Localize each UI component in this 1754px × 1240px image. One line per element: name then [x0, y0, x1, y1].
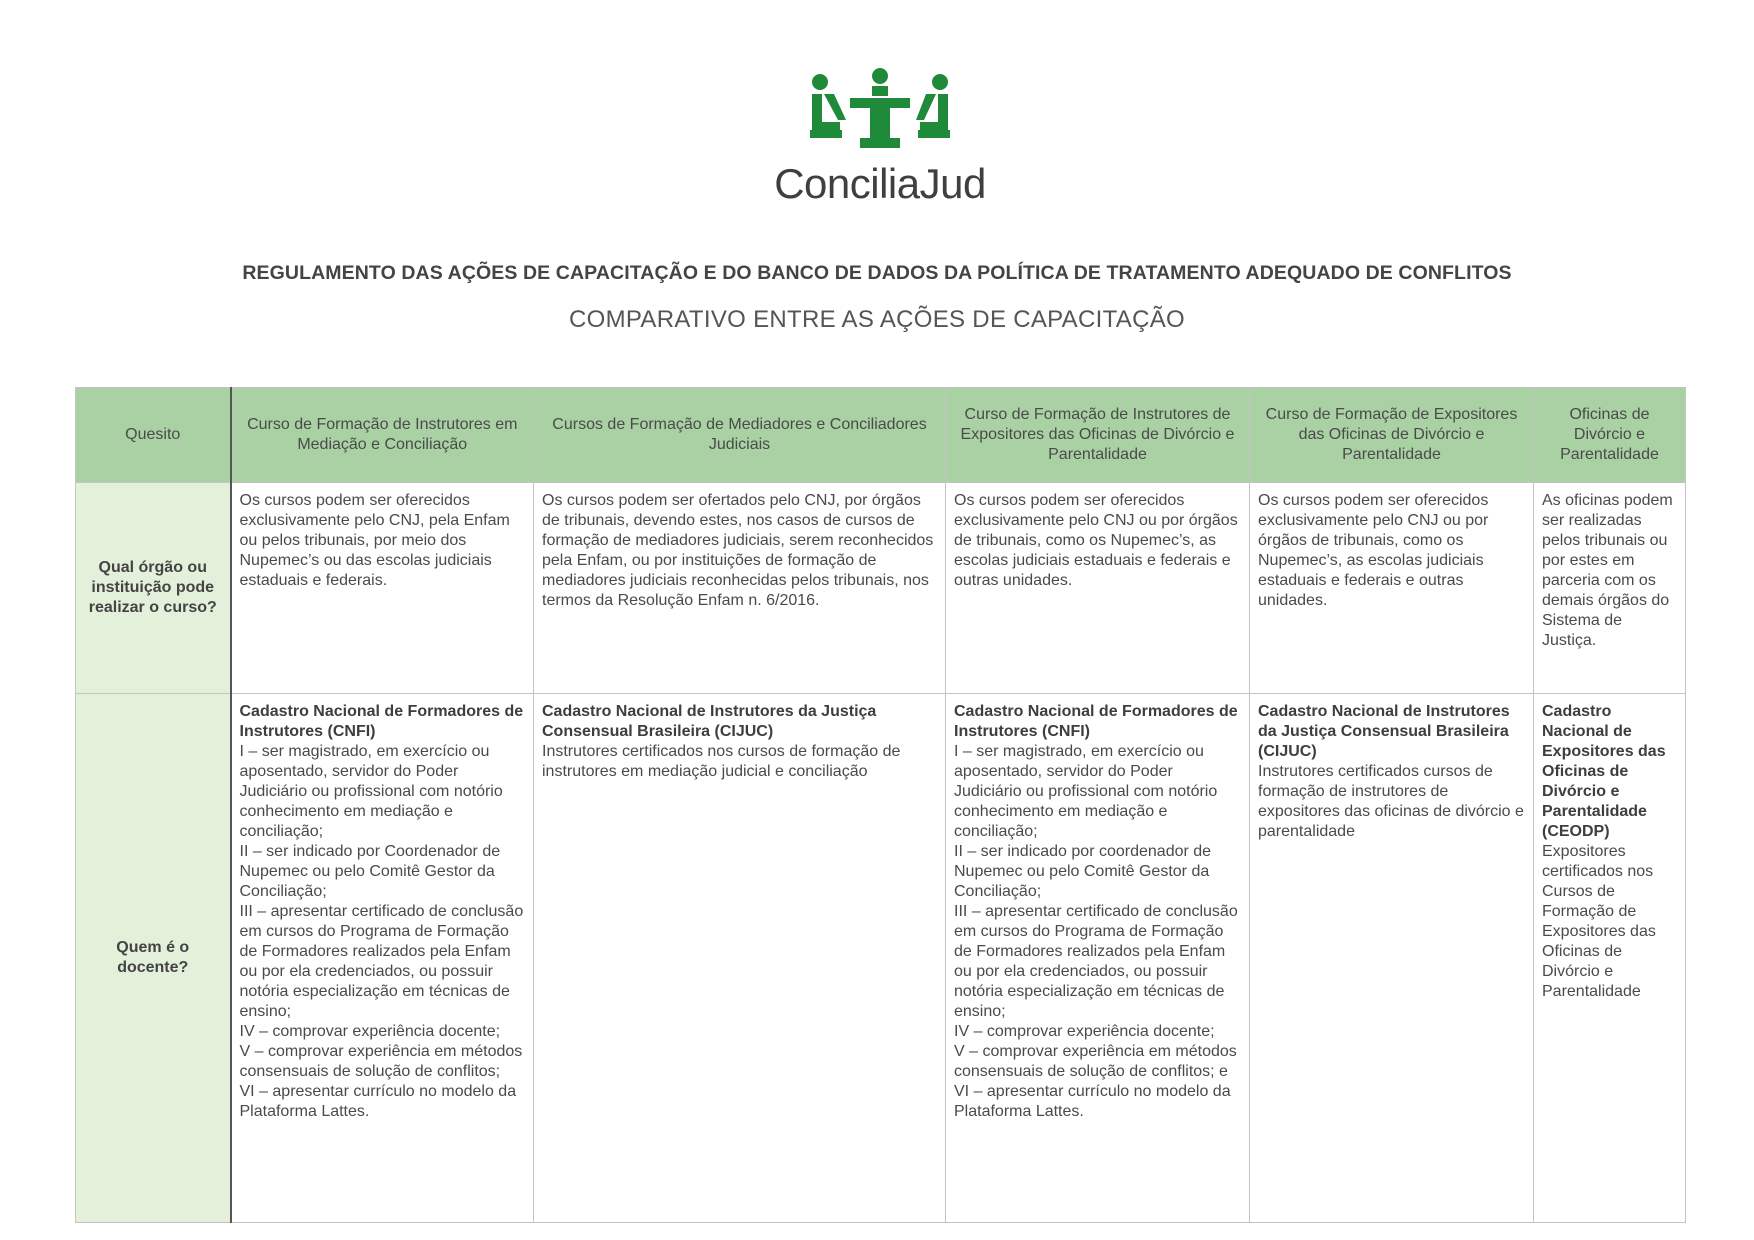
column-header: Curso de Formação de Instrutores de Expositores das Oficinas de Divórcio e Parentalidade: [946, 388, 1250, 483]
cell-text: Os cursos podem ser ofertados pelo CNJ, por órgãos de tribunais, devendo estes, nos casos de cursos de formação de mediadores judiciais, serem reconhecidos pela Enfam, ou por instituições de formação de mediadores judiciais reconhecidas pelos tribunais, nos termos da Resolução Enfam n. 6/2016.: [542, 492, 934, 609]
column-header: Cursos de Formação de Mediadores e Conciliadores Judiciais: [534, 388, 946, 483]
column-header: Curso de Formação de Expositores das Oficinas de Divórcio e Parentalidade: [1250, 388, 1534, 483]
cell-text: Os cursos podem ser oferecidos exclusivamente pelo CNJ ou por órgãos de tribunais, como os Nupemec’s, as escolas judiciais estaduais e federais e outras unidades.: [1258, 492, 1489, 609]
table-cell: [1250, 483, 1534, 694]
cell-title: Cadastro Nacional de Expositores das Oficinas de Divórcio e Parentalidade (CEODP): [1542, 703, 1666, 840]
cell-text: As oficinas podem ser realizadas pelos tribunais ou por estes em parceria com os demais órgãos do Sistema de Justiça.: [1542, 492, 1673, 649]
cell-title: Cadastro Nacional de Formadores de Instrutores (CNFI): [954, 703, 1238, 740]
table-cell: [1534, 483, 1686, 694]
table-cell: [1250, 694, 1534, 1223]
cell-title: Cadastro Nacional de Instrutores da Justiça Consensual Brasileira (CIJUC): [1258, 703, 1510, 760]
cell-text: Expositores certificados nos Cursos de Formação de Expositores das Oficinas de Divórcio e Parentalidade: [1542, 843, 1656, 1000]
cell-text: I – ser magistrado, em exercício ou aposentado, servidor do Poder Judiciário ou profissional com notório conhecimento em mediação e conciliação; II – ser indicado por Coordenador de Nupemec ou pelo Comitê Gestor da Conciliação; III – apresentar certificado de conclusão em cursos do Programa de Formação de Formadores realizados pela Enfam ou por ela credenciados, ou possuir notória especialização em técnicas de ensino; IV – comprovar experiência docente; V – comprovar experiência em métodos consensuais de solução de conflitos; VI – apresentar currículo no modelo da Plataforma Lattes.: [239, 743, 524, 1120]
table-cell: [231, 694, 534, 1223]
table-cell: [231, 483, 534, 694]
cell-title: Cadastro Nacional de Instrutores da Justiça Consensual Brasileira (CIJUC): [542, 703, 877, 740]
table-row: [76, 483, 1686, 694]
cell-text: Os cursos podem ser oferecidos exclusivamente pelo CNJ, pela Enfam ou pelos tribunais, por meio dos Nupemec’s ou das escolas judiciais estaduais e federais.: [239, 492, 510, 589]
table-cell: [534, 483, 946, 694]
table-header-row: [76, 388, 1686, 483]
table-cell: [1534, 694, 1686, 1223]
document-subtitle: COMPARATIVO ENTRE AS AÇÕES DE CAPACITAÇÃO: [569, 306, 1185, 333]
table-cell: [946, 483, 1250, 694]
cell-text: Instrutores certificados nos cursos de formação de instrutores em mediação judicial e conciliação: [542, 743, 901, 780]
logo-text: ConciliaJud: [774, 160, 986, 207]
column-header: Curso de Formação de Instrutores em Mediação e Conciliação: [231, 388, 534, 483]
row-label: Qual órgão ou instituição pode realizar o curso?: [76, 483, 231, 694]
table-cell: [534, 694, 946, 1223]
row-label: Quem é o docente?: [76, 694, 231, 1223]
column-header: Quesito: [76, 388, 231, 483]
table-row: [76, 694, 1686, 1223]
cell-text: Instrutores certificados cursos de formação de instrutores de expositores das oficinas de divórcio e parentalidade: [1258, 763, 1524, 840]
column-header: Oficinas de Divórcio e Parentalidade: [1534, 388, 1686, 483]
cell-title: Cadastro Nacional de Formadores de Instrutores (CNFI): [239, 703, 524, 740]
table-cell: [946, 694, 1250, 1223]
cell-text: Os cursos podem ser oferecidos exclusivamente pelo CNJ ou por órgãos de tribunais, como os Nupemec’s, as escolas judiciais estaduais e federais e outras unidades.: [954, 492, 1238, 589]
document-title: REGULAMENTO DAS AÇÕES DE CAPACITAÇÃO E DO BANCO DE DADOS DA POLÍTICA DE TRATAMENTO ADEQUADO DE CONFLITOS: [242, 262, 1512, 284]
people-at-table-icon: [808, 68, 952, 160]
comparison-table: [75, 387, 1686, 1223]
conciliajud-logo: [760, 62, 1000, 212]
cell-text: I – ser magistrado, em exercício ou aposentado, servidor do Poder Judiciário ou profissional com notório conhecimento em mediação e conciliação; II – ser indicado por coordenador de Nupemec ou pelo Comitê Gestor da Conciliação; III – apresentar certificado de conclusão em cursos do Programa de Formação de Formadores realizados pela Enfam ou por ela credenciados, ou possuir notória especialização em técnicas de ensino; IV – comprovar experiência docente; V – comprovar experiência em métodos consensuais de solução de conflitos; e VI – apresentar currículo no modelo da Plataforma Lattes.: [954, 743, 1238, 1120]
